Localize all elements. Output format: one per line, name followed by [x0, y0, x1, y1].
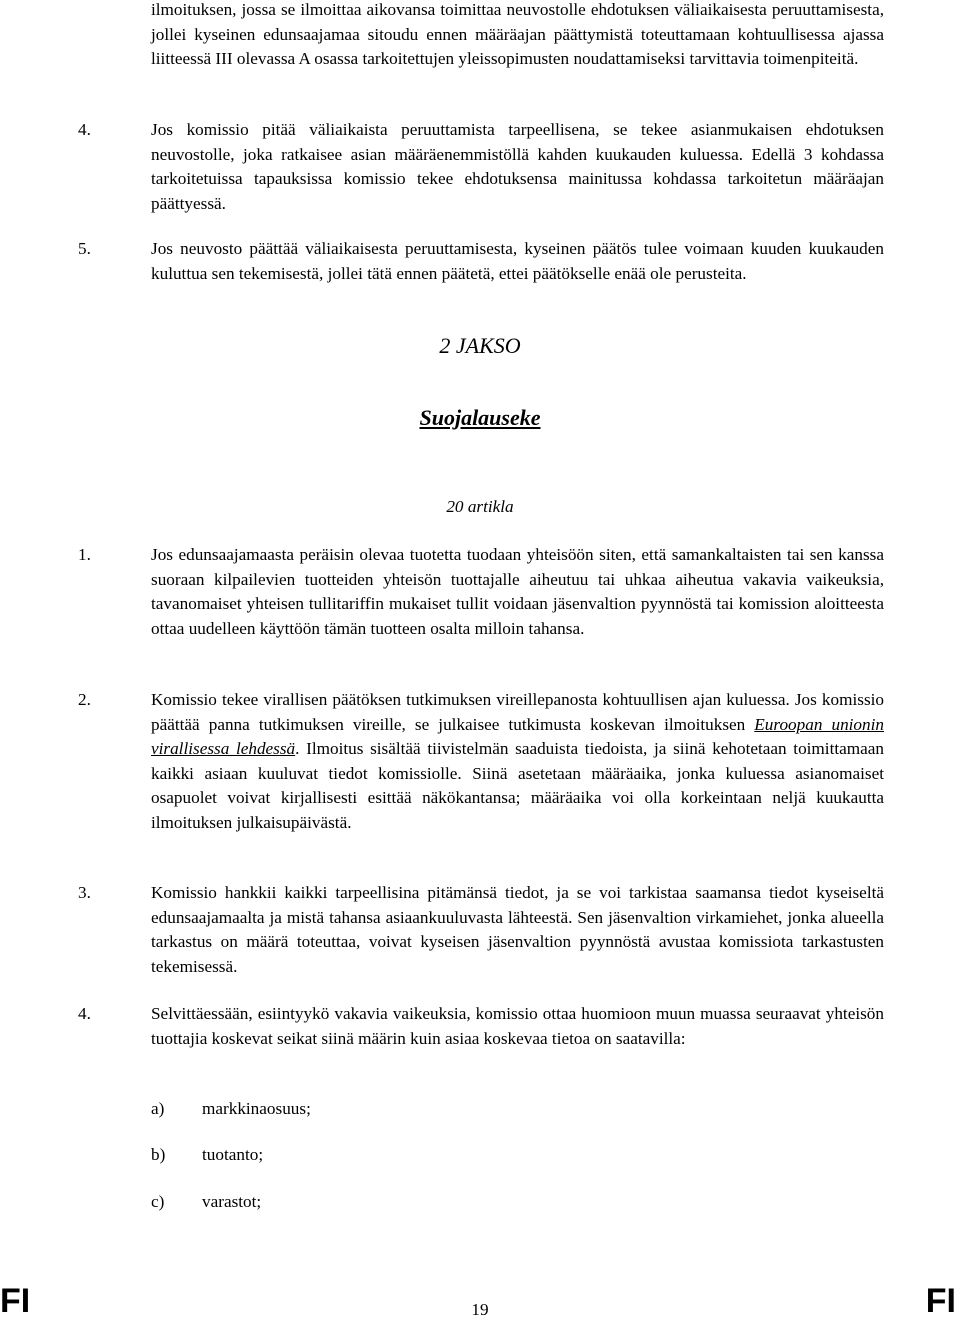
paragraph-4-number: 4.: [78, 120, 91, 139]
article-paragraph-1: [151, 543, 884, 641]
article-paragraph-3: [151, 881, 884, 979]
list-item-text: varastot;: [202, 1192, 262, 1211]
article-paragraph-1-text: Jos edunsaajamaasta peräisin olevaa tuotetta tuodaan yhteisöön siten, että samankaltaisten tai sen kanssa suoraan kilpailevien tuotteiden yhteisön tuottajalle aiheutuu tai uhkaa aiheutua vakavia vaikeuksia, tavanomaiset yhteisen tullitariffin mukaiset tullit voidaan jäsenvaltion pyynnöstä tai komission aloitteesta ottaa uudelleen käyttöön tämän tuotteen osalta milloin tahansa.: [151, 545, 884, 638]
paragraph-5: [151, 237, 884, 286]
paragraph-5-text: Jos neuvosto päättää väliaikaisesta peruuttamisesta, kyseinen päätös tulee voimaan kuuden kuukauden kuluttua sen tekemisestä, jollei tätä ennen päätetä, ettei päätökselle enää ole perusteita.: [151, 239, 884, 283]
continued-paragraph: [151, 0, 884, 72]
article-paragraph-2: [151, 688, 884, 836]
article-paragraph-2-text-after: . Ilmoitus sisältää tiivistelmän saaduista tiedoista, ja siinä kehotetaan toimittamaan kaikki asiaan kuuluvat tiedot komissiolle. Siinä asetetaan määräaika, jonka kuluessa asianomaiset osapuolet voivat kirjallisesti esittää näkökantansa; määräaika voi olla korkeintaan neljä kuukautta ilmoituksen julkaisupäivästä.: [151, 739, 884, 832]
list-item-letter: b): [151, 1145, 166, 1164]
article-paragraph-3-text: Komissio hankkii kaikki tarpeellisina pitämänsä tiedot, ja se voi tarkistaa saamansa tiedot kyseiseltä edunsaajamaalta ja mistä tahansa asiaankuuluvasta lähteestä. Sen jäsenvaltion virkamiehet, jonka alueella tarkastus on määrä toteuttaa, voivat kyseisen jäsenvaltion pyynnöstä avustaa komissiota tarkastusten tekemisessä.: [151, 883, 884, 976]
list-item-letter: a): [151, 1099, 165, 1118]
article-paragraph-2-number: 2.: [78, 690, 91, 709]
footer-language-left: FI: [0, 1282, 31, 1320]
official-journal-title: Euroopan unionin virallisessa lehdessä: [151, 714, 884, 759]
article-paragraph-2-text-before: Komissio tekee virallisen päätöksen tutkimuksen vireillepanosta kohtuullisen ajan kuluessa. Jos komissio päättää panna tutkimuksen vireille, se julkaisee tutkimusta koskevan ilmoituksen: [151, 690, 884, 734]
article-paragraph-3-number: 3.: [78, 883, 91, 902]
list-item-text: tuotanto;: [202, 1145, 264, 1164]
paragraph-4: [151, 118, 884, 216]
article-paragraph-1-number: 1.: [78, 545, 91, 564]
article-paragraph-4: [151, 1002, 884, 1051]
section-title: Suojalauseke: [419, 405, 541, 430]
paragraph-5-number: 5.: [78, 239, 91, 258]
list-item-letter: c): [151, 1192, 165, 1211]
footer-language-right: FI: [925, 1282, 956, 1320]
list-item-text: markkinaosuus;: [202, 1099, 311, 1118]
article-paragraph-4-text: Selvittäessään, esiintyykö vakavia vaikeuksia, komissio ottaa huomioon muun muassa seuraavat yhteisön tuottajia koskevat seikat siinä määrin kuin asiaa koskevaa tietoa on saatavilla:: [151, 1004, 884, 1048]
paragraph-4-text: Jos komissio pitää väliaikaista peruuttamista tarpeellisena, se tekee asianmukaisen ehdotuksen neuvostolle, joka ratkaisee asian määräenemmistöllä kahden kuukauden kuluessa. Edellä 3 kohdassa tarkoitetuissa tapauksissa komissio tekee ehdotuksensa mainitussa kohdassa tarkoitetun määräajan päättyessä.: [151, 120, 884, 213]
article-paragraph-4-number: 4.: [78, 1004, 91, 1023]
continued-paragraph-text: ilmoituksen, jossa se ilmoittaa aikovansa toimittaa neuvostolle ehdotuksen väliaikaisesta peruuttamisesta, jollei kyseinen edunsaajamaa sitoudu ennen määräajan päättymistä toteuttamaan kohtuullisessa ajassa liitteessä III olevassa A osassa tarkoitettujen yleissopimusten noudattamiseksi tarvittavia toimenpiteitä.: [151, 0, 884, 69]
section-label: 2 JAKSO: [439, 333, 521, 358]
article-heading: 20 artikla: [446, 497, 514, 516]
page-number: 19: [471, 1300, 489, 1319]
